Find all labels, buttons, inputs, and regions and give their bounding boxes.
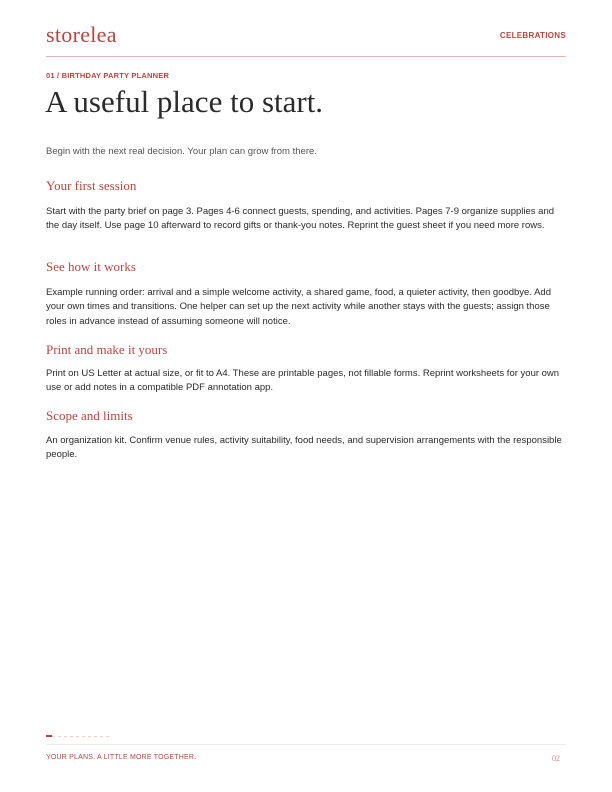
page-progress-indicator [46,735,110,737]
section-eyebrow: 01 / BIRTHDAY PARTY PLANNER [46,71,170,80]
section-body-how-it-works: Example running order: arrival and a simple welcome activity, a shared game, food, a quieter activity, then goodbye. Add your own times and transitions. One helper can set up the next activity while another stays with the guests; assign those roles in advance instead of assuming someone will notice. [46,287,552,327]
section-body-first-session: Start with the party brief on page 3. Pages 4-6 connect guests, spending, and activities. Pages 7-9 organize supplies and the day itself. Use page 10 afterward to record gifts or thank-you notes. Reprint the guest sheet if you need more rows. [46,206,555,232]
header-divider [46,56,566,57]
section-title-print: Print and make it yours [46,342,168,357]
section-body-scope: An organization kit. Confirm venue rules, activity suitability, food needs, and supervision arrangements with the responsible people. [46,435,562,461]
intro-text: Begin with the next real decision. Your plan can grow from there. [46,146,317,157]
section-title-scope: Scope and limits [46,408,133,423]
category-label: CELEBRATIONS [499,31,566,40]
brand-logo: storelea [46,22,117,47]
section-body-print: Print on US Letter at actual size, or fit to A4. These are printable pages, not fillable forms. Reprint worksheets for your own use or add notes in a compatible PDF annotation app. [46,368,560,394]
footer-divider [46,744,566,745]
section-title-first-session: Your first session [46,178,137,193]
page-number: 02 [552,754,560,763]
page-title: A useful place to start. [45,84,324,119]
progress-fill [46,735,52,737]
footer-tagline: YOUR PLANS. A LITTLE MORE TOGETHER. [46,754,197,761]
section-title-how-it-works: See how it works [46,259,136,274]
